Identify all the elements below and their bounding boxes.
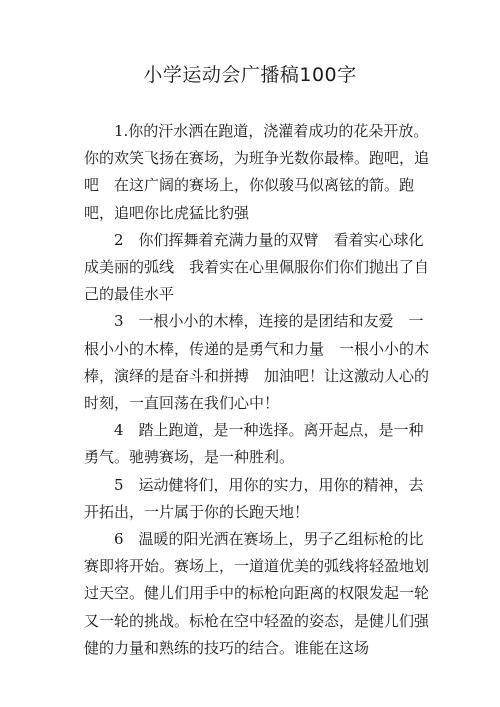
paragraph-4: 4 踏上跑道，是一种选择。离开起点，是一种勇气。驰骋赛场，是一种胜利。	[84, 421, 424, 467]
paragraph-6: 6 温暖的阳光洒在赛场上，男子乙组标枪的比赛即将开始。赛场上，一道道优美的弧线将轻盈地划过天空。健儿们用手中的标枪向距离的权限发起一轮又一轮的挑战。标枪在空中轻盈的姿态，是健儿们强健的力量和熟练的技巧的结合。谁能在这场	[84, 530, 430, 657]
document-body	[84, 118, 436, 662]
paragraph-3: 3 一根小小的木棒，连接的是团结和友爱 一根小小的木棒，传递的是勇气和力量 一根小小的木棒，演绎的是奋斗和拼搏 加油吧！让这激动人心的时刻，一直回荡在我们心中！	[84, 312, 430, 413]
paragraph-5: 5 运动健将们，用你的实力，用你的精神，去开拓出，一片属于你的长跑天地！	[84, 475, 424, 521]
paragraph-1: 1.你的汗水洒在跑道，浇灌着成功的花朵开放。你的欢笑飞扬在赛场，为班争光数你最棒。跑吧，追吧 在这广阔的赛场上，你似骏马似离铉的箭。跑吧，追吧你比虎猛比豹强	[84, 122, 430, 222]
document-title: 小学运动会广播稿100字	[143, 64, 357, 86]
paragraph-2: 2 你们挥舞着充满力量的双臂 看着实心球化成美丽的弧线 我着实在心里佩服你们你们抛出了自己的最佳水平	[84, 230, 430, 304]
